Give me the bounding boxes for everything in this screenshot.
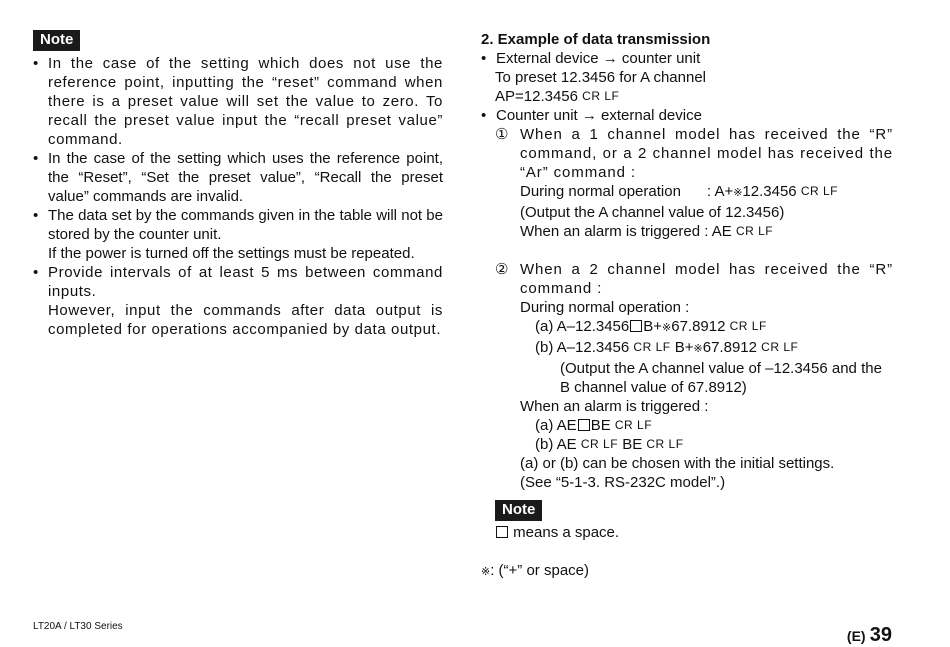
crlf-mark: CR LF [582, 89, 620, 103]
case2-output-note-2: B channel value of 67.8912) [560, 379, 747, 396]
bullet-external-to-counter: • External device → counter unit [481, 49, 893, 68]
right-column [481, 30, 893, 582]
see-reference: (See “5-1-3. RS-232C model”.) [520, 474, 726, 491]
space-symbol-note: means a space. [481, 523, 893, 542]
case1-normal-output: During normal operation : A+※12.3456 CR LF [520, 183, 838, 200]
note-bullet: • In the case of the setting which does not use the reference point, inputting the “reset” command when there is a preset value will set the value to zero. To recall the preset value input the “recall preset value” command. [33, 54, 443, 149]
case-1-channel: ① When a 1 channel model has received the “R” command, or a 2 channel model has received the “Ar” command : [495, 126, 893, 181]
case2-output-note-1: (Output the A channel value of –12.3456 and the [560, 360, 882, 377]
preset-command: AP=12.3456 CR LF [495, 88, 620, 105]
case1-output-note: (Output the A channel value of 12.3456) [520, 204, 785, 221]
space-symbol [630, 320, 642, 332]
kome-note: ※: (“+” or space) [481, 562, 589, 579]
page-number: (E) 39 [846, 624, 892, 646]
note-bullet-list [33, 54, 443, 339]
note-badge-2: Note [495, 500, 542, 521]
circled-number-2: ② [495, 261, 509, 278]
note-badge: Note [33, 30, 80, 51]
footer-series: LT20A / LT30 Series [33, 621, 123, 632]
preset-text: To preset 12.3456 for A channel [495, 69, 706, 86]
case1-alarm: When an alarm is triggered : AE CR LF [520, 223, 774, 240]
note-bullet: • In the case of the setting which uses the reference point, the “Reset”, “Set the preset value”, “Recall the preset value” commands are invalid. [33, 149, 443, 206]
bullet-counter-to-external: • Counter unit → external device [481, 106, 893, 125]
case2-alarm-a: (a) AE BE CR LF [535, 417, 653, 434]
choose-note: (a) or (b) can be chosen with the initial settings. [520, 455, 835, 472]
case2-output-b: (b) A–12.3456 CR LF B+※67.8912 CR LF [535, 339, 799, 356]
note-bullet: • The data set by the commands given in the table will not be stored by the counter unit. If the power is turned off the settings must be repeated. [33, 206, 443, 263]
case2-alarm-b: (b) AE CR LF BE CR LF [535, 436, 684, 453]
case2-output-a: (a) A–12.3456 B+※67.8912 CR LF [535, 318, 767, 335]
case2-alarm-label: When an alarm is triggered : [520, 398, 709, 415]
left-column [33, 30, 443, 339]
space-symbol [578, 419, 590, 431]
note-bullet: • Provide intervals of at least 5 ms between command inputs. However, input the commands after data output is completed for operations accompanied by data output. [33, 263, 443, 339]
case2-normal-label: During normal operation : [520, 299, 690, 316]
section-heading: 2. Example of data transmission [481, 31, 711, 48]
circled-number-1: ① [495, 126, 509, 143]
case-2-channel: ② When a 2 channel model has received the “R” command : [495, 261, 893, 297]
space-symbol [496, 526, 508, 538]
